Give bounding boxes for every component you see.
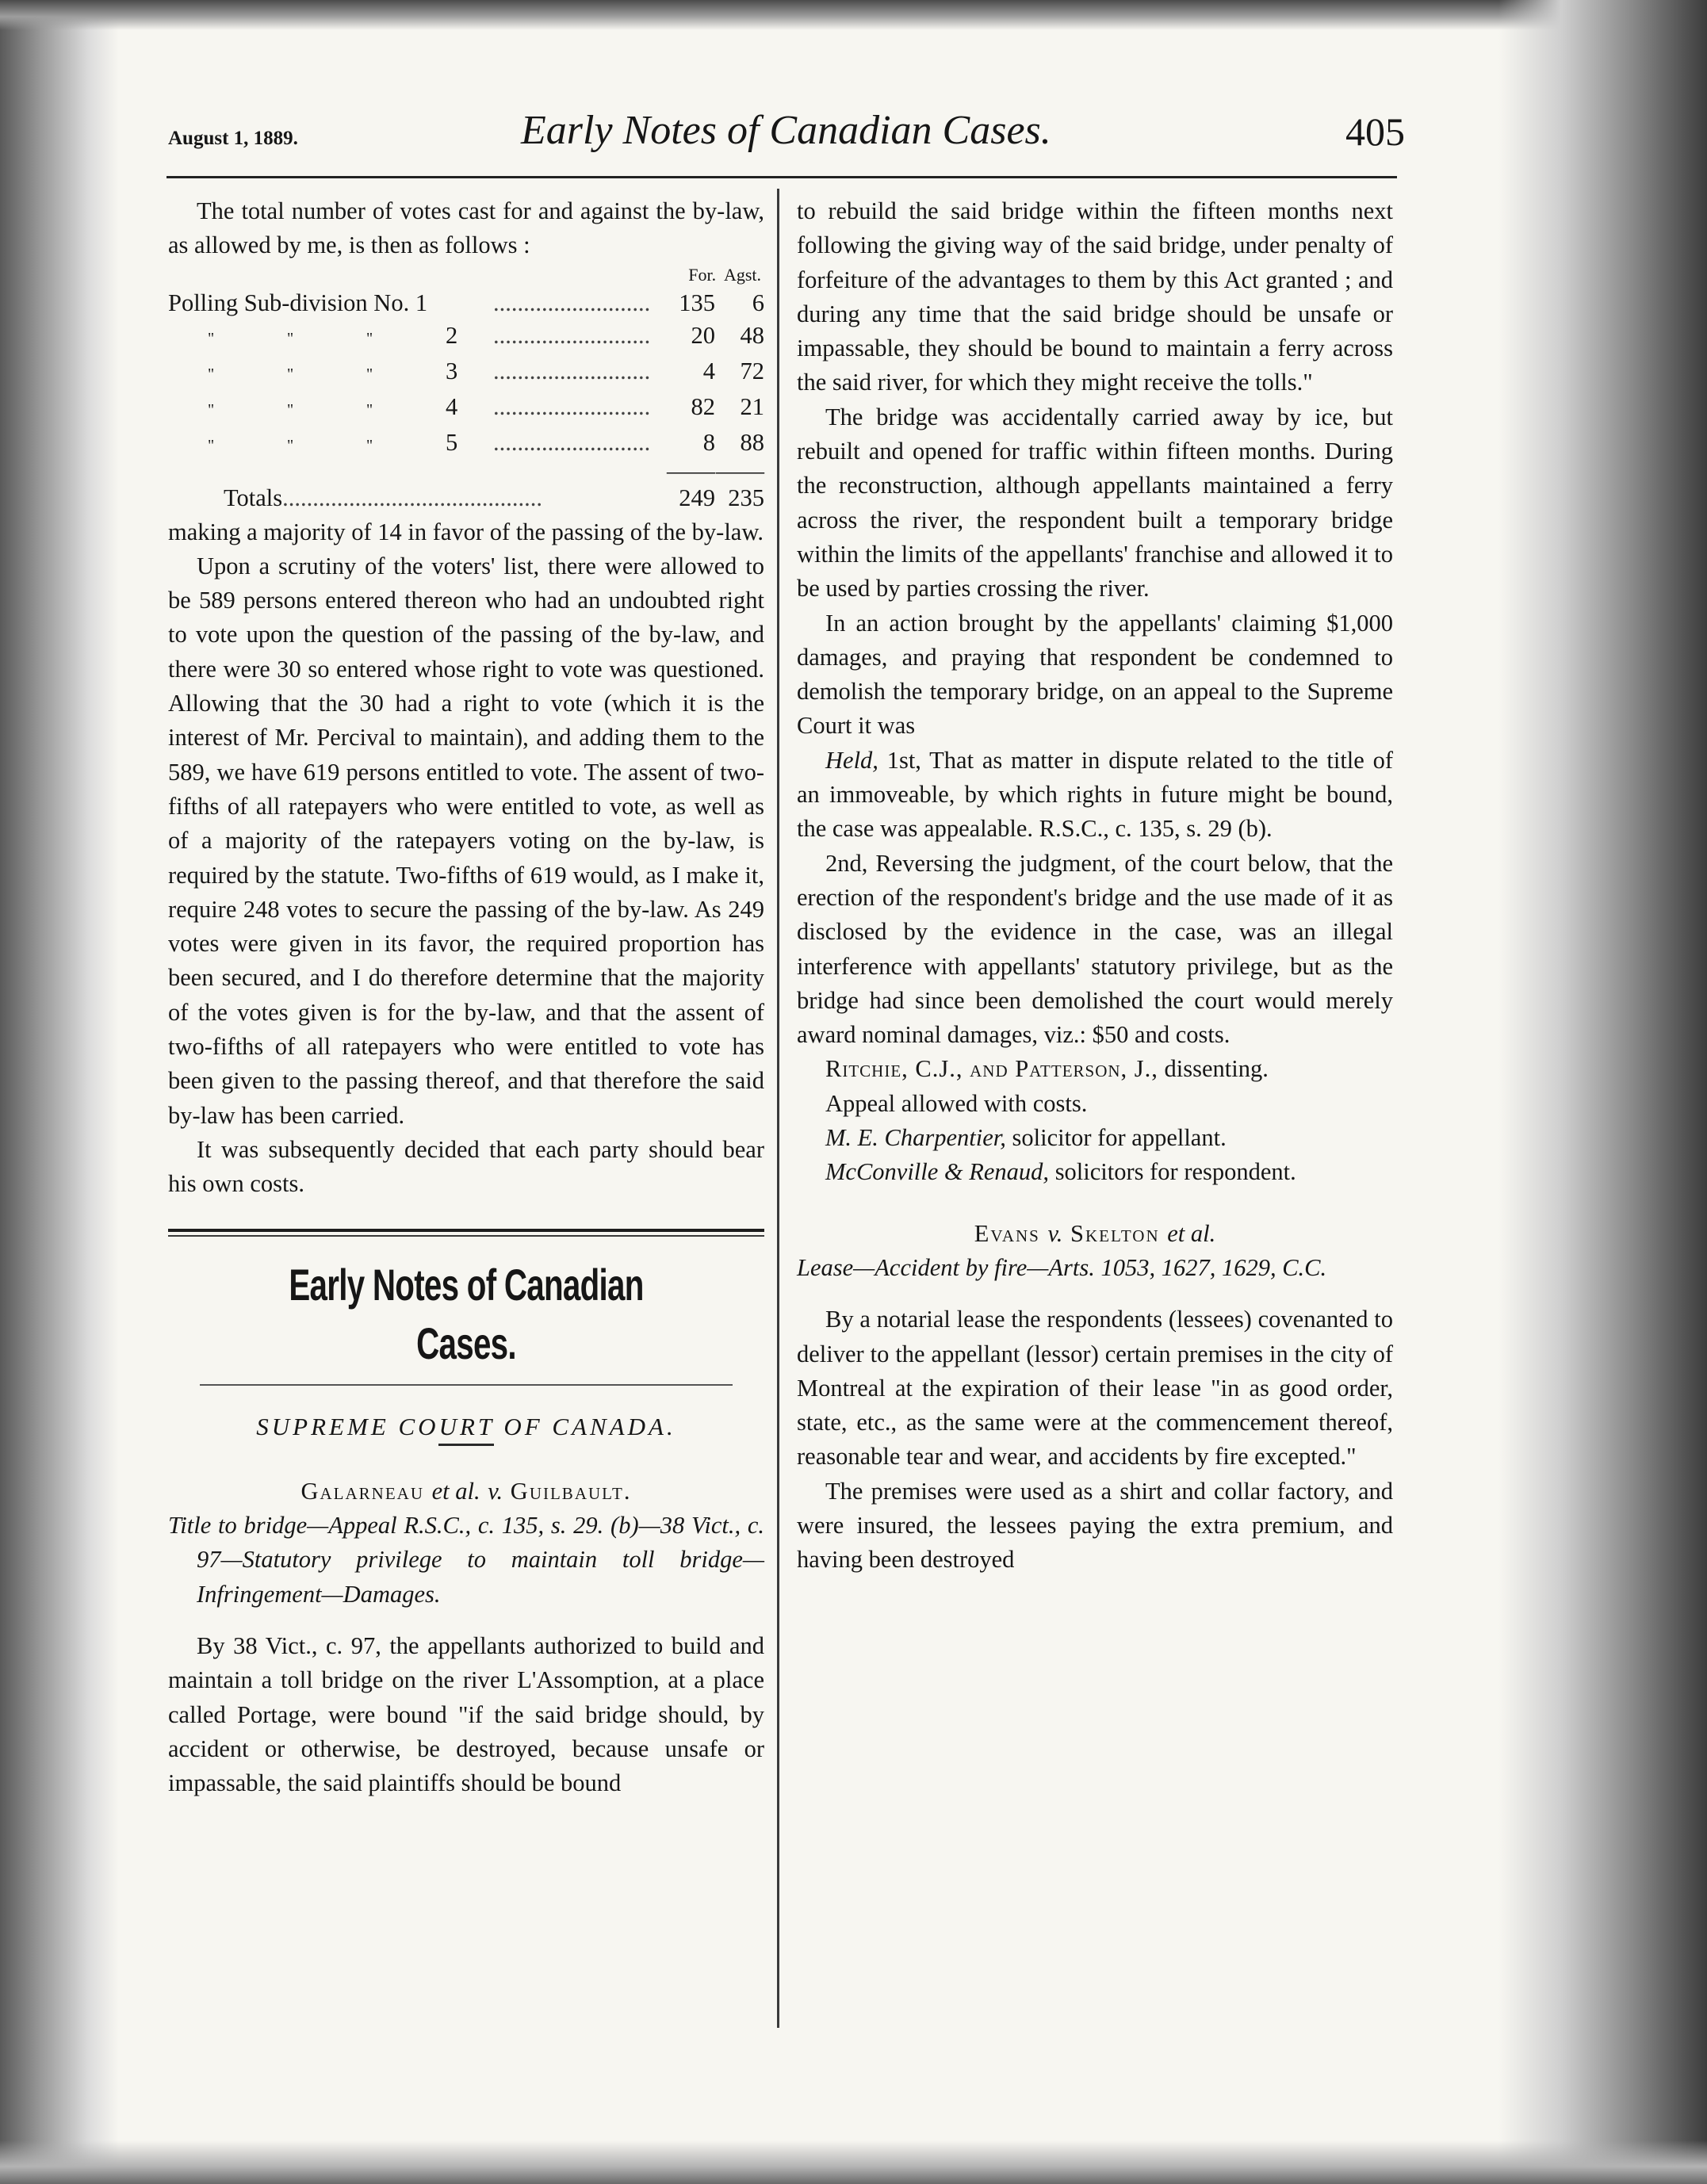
held-paragraph (797, 744, 1393, 847)
poll-for-value: 82 (691, 392, 715, 420)
poll-row-label: Polling Sub-division No. (168, 289, 410, 316)
poll-row-4: " " " 4 .......................... 82 21 (168, 391, 764, 426)
totals-rule: —— —— (667, 457, 764, 484)
poll-for-value: 20 (691, 321, 715, 349)
case-versus: v. (488, 1477, 503, 1505)
case-title-evans (797, 1217, 1393, 1251)
solicitor-appellant (797, 1121, 1393, 1155)
court-rule (438, 1444, 494, 1446)
poll-against-value: 21 (740, 392, 764, 420)
bridge-paragraph: The bridge was accidentally carried away by ice, but rebuilt and opened for traffic within fifteen months. During the reconstruction, although appellants maintained a ferry across the river, the respondent built a temporary bridge within the limits of the appellants' franchise and allowed it to be used by parties crossing the river. (797, 403, 1393, 602)
header-rule (166, 176, 1397, 178)
court-heading: SUPREME COURT OF CANADA. (256, 1412, 676, 1440)
poll-against-value: 88 (740, 428, 764, 456)
poll-against-value: 48 (740, 321, 764, 349)
poll-division: 3 (446, 357, 458, 384)
ditto-mark: " (366, 400, 373, 419)
column-divider (777, 189, 779, 2028)
poll-against-value: 6 (752, 289, 764, 316)
poll-division: 2 (446, 321, 458, 349)
poll-for-value: 8 (702, 428, 715, 456)
col-against-label: Agst. (723, 264, 761, 285)
totals-row: Totals ........................................... 249 235 (168, 481, 764, 515)
case-headnote: Lease—Accident by fire—Arts. 1053, 1627, 1629, C.C. (797, 1253, 1327, 1281)
premises-paragraph: The premises were used as a shirt and collar factory, and were insured, the lessees paying the extra premium, and having been destroyed (797, 1477, 1393, 1574)
case-etal: et al. (1167, 1219, 1216, 1247)
case-versus: v. (1047, 1219, 1063, 1247)
poll-row-3: " " " 3 .......................... 4 72 (168, 355, 764, 391)
poll-row-5: " " " 5 .......................... 8 88 (168, 426, 764, 462)
totals-label: Totals (224, 484, 283, 511)
held-second-paragraph: 2nd, Reversing the judgment, of the court below, that the erection of the respondent's bridge and the use made of it as disclosed by the evidence in the case, was an illegal interference with appellants' statutory privilege, but as the bridge had since been demolished the court would merely award nominal damages, viz.: $50 and costs. (797, 849, 1393, 1049)
held-text: 1st, That as matter in dispute related to the title of an immoveable, by which rights in future might be bound, the case was appealable. R.S.C., c. 135, s. 29 (b). (797, 746, 1393, 843)
ditto-mark: " (366, 365, 373, 383)
scan-shadow-left (0, 0, 119, 2184)
ditto-mark: " (287, 329, 294, 347)
scan-shadow-bottom (0, 2140, 1707, 2184)
case-etal: et al. (431, 1477, 480, 1505)
dissent-text: dissenting. (1164, 1055, 1269, 1083)
dissent-line (797, 1052, 1393, 1086)
poll-division: 5 (446, 428, 458, 456)
scrutiny-paragraph: Upon a scrutiny of the voters' list, there were allowed to be 589 persons entered thereon who had an undoubted right to vote upon the question of the passing of the by-law, and there were 30 so entered whose right to vote was questioned. Allowing that the 30 had a right to vote (which it is the interest of Mr. Percival to maintain), and adding them to the 589, we have 619 persons entitled to vote. The assent of two-fifths of all ratepayers who were entitled to vote, as well as of a majority of the ratepayers voting on the by-law, is required by the statute. Two-fifths of 619 would, as I make it, require 248 votes to secure the passing of the by-law. As 249 votes were given in its favor, the required proportion has been secured, and I do therefore determine that the majority of the votes given is for the by-law, and that the assent of two-fifths of all ratepayers who were entitled to vote has been given to the passing thereof, and that therefore the said by-law has been carried. (168, 552, 764, 1129)
scan-shadow-right (1498, 0, 1707, 2184)
case-party-1: Galarneau (300, 1477, 425, 1505)
ditto-mark: " (287, 365, 294, 383)
ditto-mark: " (287, 400, 294, 419)
majority-paragraph: making a majority of 14 in favor of the passing of the by-law. (168, 518, 764, 545)
case-paragraph: By 38 Vict., c. 97, the appellants authorized to build and maintain a toll bridge on the river L'Assomption, at a place called Portage, were bound "if the said bridge should, by accident or otherwise, be destroyed, because unsafe or impassable, the said plaintiffs should be bound (168, 1632, 764, 1797)
running-header (168, 107, 1405, 167)
appeal-line: Appeal allowed with costs. (825, 1089, 1088, 1117)
ditto-mark: " (287, 436, 294, 454)
section-rule-thin (168, 1235, 764, 1237)
solicitor-name: McConville & Renaud, (825, 1158, 1050, 1186)
case-headnote: Title to bridge—Appeal R.S.C., c. 135, s. 29. (b)—38 Vict., c. 97—Statutory privilege to maintain toll bridge—Infringement—Damages. (168, 1512, 764, 1608)
poll-for-value: 135 (679, 289, 715, 316)
poll-against-value: 72 (740, 357, 764, 384)
votes-intro: The total number of votes cast for and against the by-law, as allowed by me, is then as follows : (168, 197, 764, 259)
case-party-1: Evans (974, 1219, 1040, 1247)
poll-row-2: " " " 2 .......................... 20 48 (168, 319, 764, 355)
action-paragraph: In an action brought by the appellants' claiming $1,000 damages, and praying that respondent be condemned to demolish the temporary bridge, on an appeal to the Supreme Court it was (797, 609, 1393, 740)
section-rule (168, 1229, 764, 1232)
held-label: Held, (825, 746, 878, 774)
title-rule (200, 1384, 733, 1386)
right-column (797, 194, 1393, 1578)
solicitor-text: solicitors for respondent. (1054, 1158, 1296, 1186)
col-for-label: For. (688, 264, 717, 285)
scan-shadow-top (0, 0, 1707, 30)
dissent-judges: Ritchie, C.J., and Patterson, J., (825, 1055, 1158, 1083)
case-party-2: Skelton (1070, 1219, 1160, 1247)
ditto-mark: " (208, 365, 215, 383)
solicitor-name: M. E. Charpentier, (825, 1124, 1006, 1152)
case-party-2: Guilbault. (510, 1477, 632, 1505)
page-number: 405 (1345, 109, 1405, 154)
costs-paragraph: It was subsequently decided that each party should bear his own costs. (168, 1135, 764, 1198)
header-date: August 1, 1889. (168, 128, 298, 149)
header-title: Early Notes of Canadian Cases. (521, 108, 1051, 153)
ditto-mark: " (366, 436, 373, 454)
solicitor-respondent (797, 1155, 1393, 1189)
case-title-galarneau (168, 1474, 764, 1509)
ditto-mark: " (208, 436, 215, 454)
lease-paragraph: By a notarial lease the respondents (lessees) covenanted to deliver to the appellant (lessor) certain premises in the city of Montreal at the expiration of their lease "in as good order, state, etc., as the same were at the commencement thereof, reasonable tear and wear, and accidents by fire excepted." (797, 1306, 1393, 1471)
poll-table (168, 263, 764, 515)
solicitor-text: solicitor for appellant. (1012, 1124, 1227, 1152)
ditto-mark: " (208, 400, 215, 419)
ditto-mark: " (366, 329, 373, 347)
poll-division: 1 (415, 289, 428, 316)
ditto-mark: " (208, 329, 215, 347)
left-column (168, 194, 764, 1801)
poll-division: 4 (446, 392, 458, 420)
poll-row-1: Polling Sub-division No. 1 .......................... 135 6 (168, 287, 764, 319)
totals-against: 235 (728, 484, 764, 511)
section-title: Early Notes of Canadian Cases. (289, 1259, 644, 1368)
poll-for-value: 4 (702, 357, 715, 384)
totals-for: 249 (679, 484, 715, 511)
poll-table-header (168, 263, 764, 287)
continued-paragraph: to rebuild the said bridge within the fifteen months next following the giving way of the said bridge, under penalty of forfeiture of the advantages to them by this Act granted ; and during any time that the said bridge should be unsafe or impassable, they should be bound to maintain a ferry across the said river, for which they might receive the tolls." (797, 197, 1393, 396)
